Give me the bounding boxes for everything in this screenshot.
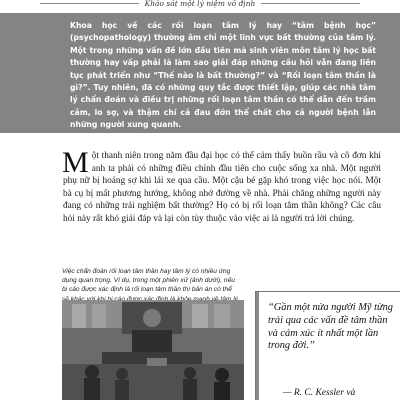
drop-cap: M — [62, 146, 89, 179]
quote-text: “Gần một nửa người Mỹ từng trải qua các vấn đề tâm thần và cảm xúc ít nhất một lần trong đời.” — [268, 302, 394, 352]
body-paragraph — [62, 146, 381, 225]
quote-box — [255, 291, 400, 400]
body-text: ột thanh niên trong năm đầu đại học có thể cảm thấy buồn rầu và cô đơn khi anh ta phải có những điều chỉnh đầu tiên cho cuộc sống xa nhà. Một người phụ nữ bị hoảng sợ khi lái xe qua cầu. Một cậu bé gặp khó trong việc học nói. Một bà cụ bị mất phương hướng, không nhớ đường về nhà. Phải chăng những người này đang có những trải nghiệm bất thường? Họ có bị rối loạn tâm thần không? Các câu hỏi này rất khó giải đáp và lại còn tùy thuộc vào việc ai là người trả lời chúng. — [63, 151, 381, 224]
quote-bar — [256, 292, 259, 400]
intro-text: Khoa học về các rối loạn tâm lý hay “tâm bệnh học” (psychopathology) thường âm chỉ một lĩnh vực bất thường của tâm lý. Một trong những vấn đề lớn đầu tiên mà sinh viên môn tâm lý học bất thường hay vấp phải là làm sao giải đáp những câu hỏi vẫn đang liên tục phát triển như “Thế nào là bất thường?” và “Rối loạn tâm thần là gì?”. Tuy nhiên, đã có những quy tắc được thiết lập, giúp các nhà tâm lý chẩn đoán và điều trị những rối loạn tâm thần có thể dẫn đến trầm cảm, lo sợ, và thậm chí cả đau đớn thể chất cho cả người bệnh lẫn những người xung quanh. — [70, 21, 376, 130]
main-text — [62, 146, 381, 225]
running-head-text: Khảo sát một lý niệm vô định — [139, 0, 262, 7]
courtroom-photo — [62, 300, 244, 400]
photo-caption: Việc chẩn đoán rối loạn tâm thần hay tâm lý có nhiều ứng dụng quan trọng. Ví dụ, trong một phiên xử (ảnh dưới), nếu bị cáo được xác định là rối loạn tâm thần thì bản án có thể — [62, 268, 235, 294]
intro-box — [0, 13, 400, 133]
courtroom-photo-icon — [62, 300, 244, 400]
quote-attribution: — R. C. Kessler và — [283, 388, 356, 398]
